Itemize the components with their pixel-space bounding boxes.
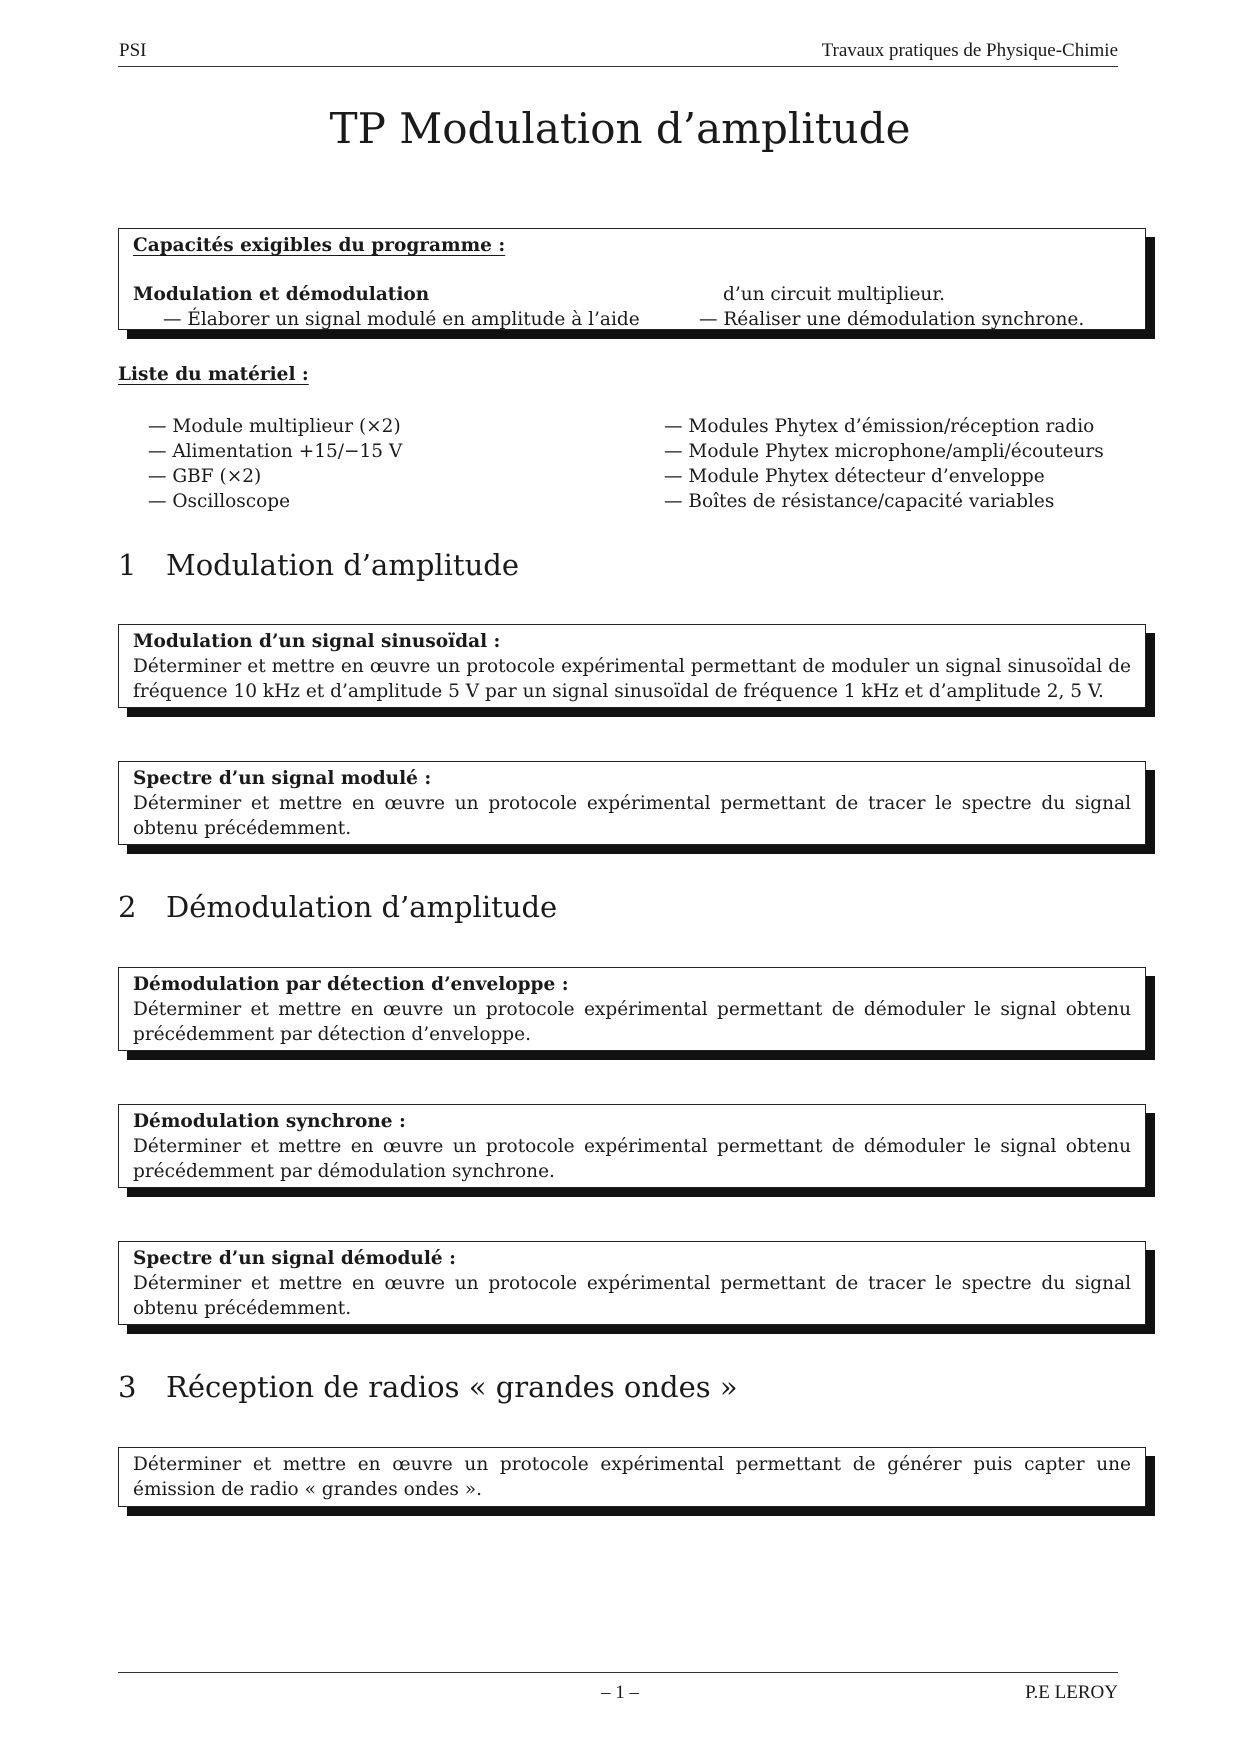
capacites-heading: Capacités exigibles du programme :	[133, 235, 506, 256]
section-2-heading: 2 Démodulation d’amplitude	[118, 890, 558, 924]
box-head: Spectre d’un signal modulé :	[133, 768, 432, 789]
box-text: Déterminer et mettre en œuvre un protocole expérimental permettant de moduler un signal sinusoïdal de fréquence 10 kHz et d’amplitude 5 V par un signal sinusoïdal de fréquence 1 kHz et d’amplitude 2, 5 V.	[133, 656, 1131, 702]
list-item: — Boîtes de résistance/capacité variables	[664, 491, 1055, 512]
box-head: Démodulation par détection d’enveloppe :	[133, 974, 569, 995]
box-head: Modulation d’un signal sinusoïdal :	[133, 631, 501, 652]
page-number: – 1 –	[601, 1682, 639, 1703]
box-head: Démodulation synchrone :	[133, 1111, 406, 1132]
footer-rule	[118, 1672, 1118, 1673]
box-radio	[118, 1447, 1146, 1507]
header-rule	[118, 66, 1118, 67]
footer-author: P.E LEROY	[1025, 1682, 1118, 1703]
box-spectre-module	[118, 761, 1146, 845]
capacites-subheading: Modulation et démodulation	[133, 284, 430, 305]
capacites-item1-end: d’un circuit multiplieur.	[723, 284, 946, 305]
page-title: TP Modulation d’amplitude	[329, 104, 911, 153]
list-item: — Module Phytex microphone/ampli/écouteurs	[664, 441, 1104, 462]
list-item: — Module multiplieur (×2)	[148, 416, 401, 437]
materiel-list-left	[148, 414, 402, 514]
header-right: Travaux pratiques de Physique-Chimie	[821, 40, 1118, 61]
box-head: Spectre d’un signal démodulé :	[133, 1248, 456, 1269]
list-item: — Modules Phytex d’émission/réception radio	[664, 416, 1095, 437]
box-modulation-sinusoidal	[118, 624, 1146, 708]
list-item: — GBF (×2)	[148, 466, 262, 487]
box-text: Déterminer et mettre en œuvre un protocole expérimental permettant de tracer le spectre du signal obtenu précédemment.	[133, 793, 1131, 839]
capacites-box	[118, 228, 1146, 330]
box-text: Déterminer et mettre en œuvre un protocole expérimental permettant de démoduler le signal obtenu précédemment par détection d’enveloppe.	[133, 999, 1131, 1045]
materiel-list-right	[664, 414, 1104, 514]
box-text: Déterminer et mettre en œuvre un protocole expérimental permettant de tracer le spectre du signal obtenu précédemment.	[133, 1273, 1131, 1319]
materiel-heading: Liste du matériel :	[118, 364, 309, 385]
box-text: Déterminer et mettre en œuvre un protocole expérimental permettant de démoduler le signal obtenu précédemment par démodulation synchrone.	[133, 1136, 1131, 1182]
capacites-item1-start: — Élaborer un signal modulé en amplitude à l’aide	[163, 309, 640, 330]
list-item: — Alimentation +15/−15 V	[148, 441, 403, 462]
list-item: — Oscilloscope	[148, 491, 291, 512]
list-item: — Module Phytex détecteur d’enveloppe	[664, 466, 1045, 487]
header-left: PSI	[119, 40, 147, 61]
box-spectre-demodule	[118, 1241, 1146, 1325]
box-text: Déterminer et mettre en œuvre un protocole expérimental permettant de générer puis capter une émission de radio « grandes ondes ».	[133, 1454, 1131, 1500]
section-1-heading: 1 Modulation d’amplitude	[118, 548, 519, 582]
capacites-item2: — Réaliser une démodulation synchrone.	[699, 309, 1085, 330]
box-demod-synchrone	[118, 1104, 1146, 1188]
section-3-heading: 3 Réception de radios « grandes ondes »	[118, 1370, 738, 1404]
box-demod-enveloppe	[118, 967, 1146, 1051]
